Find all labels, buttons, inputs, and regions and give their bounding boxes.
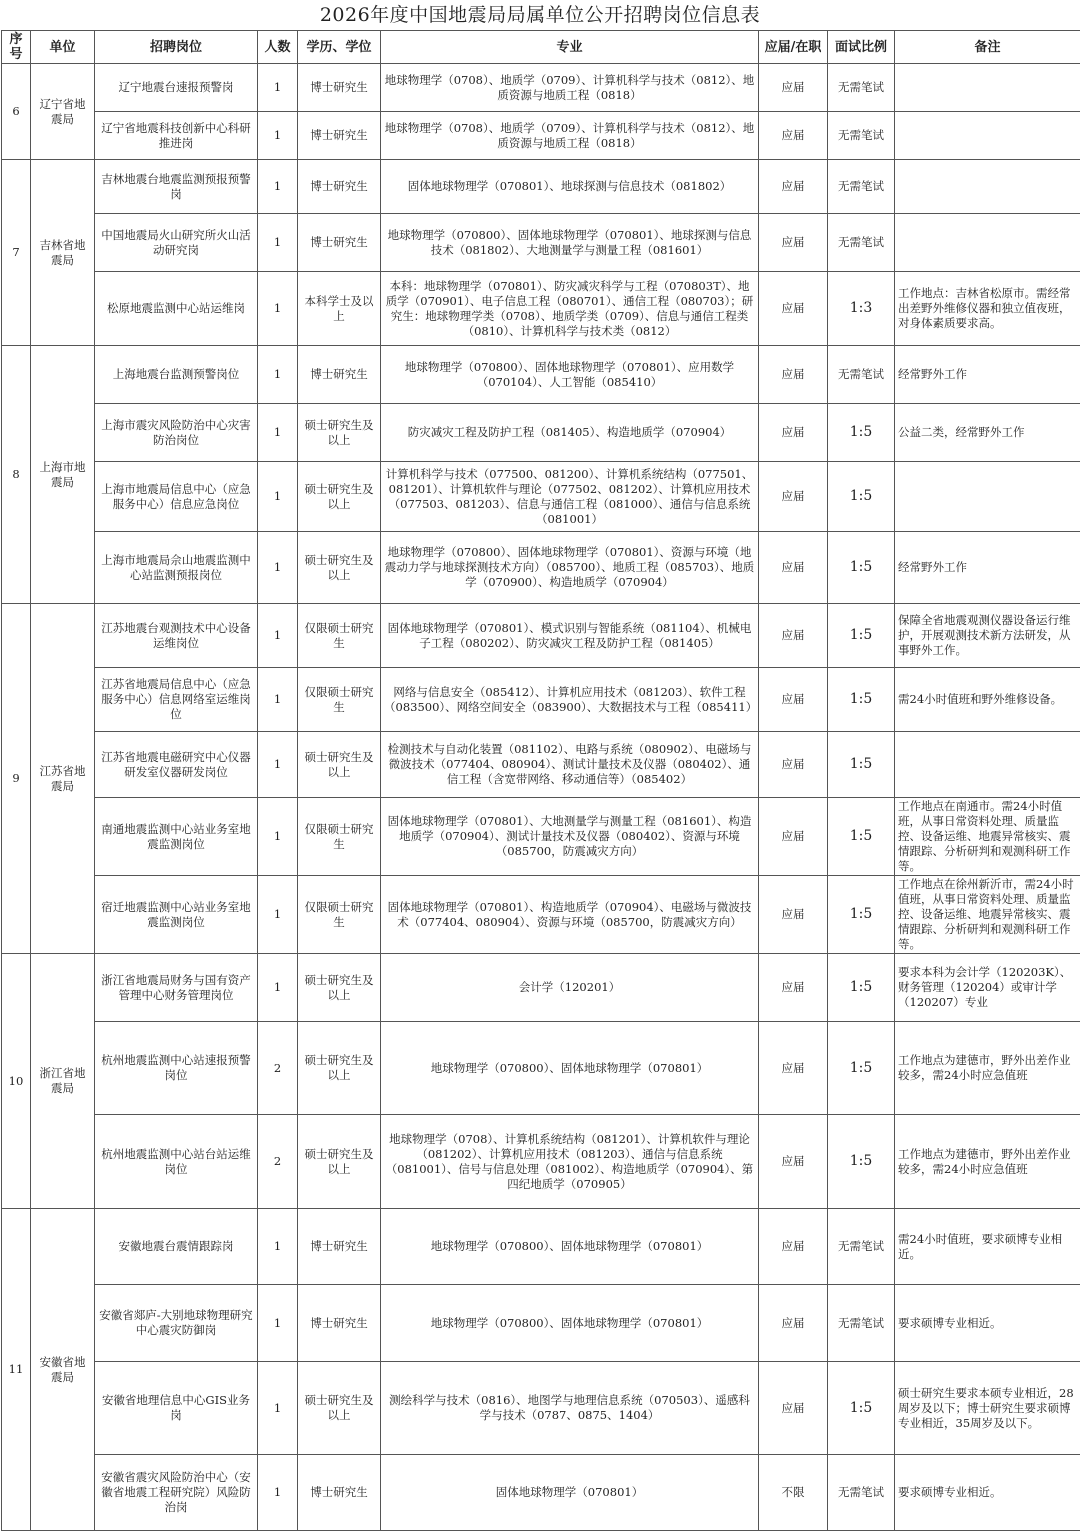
cell-status: 应届 [759,64,828,112]
cell-unit: 辽宁省地震局 [31,64,95,160]
cell-post: 安徽省郯庐-大别地球物理研究中心震灾防御岗 [95,1285,258,1362]
header-edu: 学历、学位 [298,31,381,64]
header-status: 应届/在职 [759,31,828,64]
cell-remark: 工作地点为建德市，野外出差作业较多，需24小时应急值班 [895,1115,1080,1209]
cell-major: 固体地球物理学（070801）、大地测量学与测量工程（081601）、构造地质学（070904）、测试计量技术及仪器（080402）、资源与环境（085700，防震减灾方向） [381,798,759,876]
cell-seq: 11 [2,1209,31,1531]
cell-count: 1 [258,798,298,876]
cell-edu: 本科学士及以上 [298,272,381,346]
cell-post: 辽宁地震台速报预警岗 [95,64,258,112]
cell-status: 不限 [759,1455,828,1531]
cell-edu: 仅限硕士研究生 [298,604,381,668]
cell-post: 杭州地震监测中心站速报预警岗位 [95,1022,258,1115]
cell-remark: 要求硕博专业相近。 [895,1455,1080,1531]
cell-ratio: 1:5 [828,798,895,876]
cell-edu: 硕士研究生及以上 [298,462,381,532]
cell-count: 1 [258,112,298,160]
cell-edu: 仅限硕士研究生 [298,876,381,954]
table-row [2,876,1080,954]
table-row [2,160,1080,214]
cell-unit: 浙江省地震局 [31,954,95,1209]
cell-major: 地球物理学（0708）、地质学（0709）、计算机科学与技术（0812）、地质资源与地质工程（0818） [381,112,759,160]
cell-remark: 需24小时值班和野外维修设备。 [895,668,1080,732]
cell-major: 地球物理学（0708）、计算机系统结构（081201）、计算机软件与理论（081202）、计算机应用技术（081203）、通信与信息系统（081001）、信号与信息处理（081002）、构造地质学（070904）、第四纪地质学（070905） [381,1115,759,1209]
cell-edu: 博士研究生 [298,64,381,112]
cell-status: 应届 [759,404,828,462]
cell-edu: 硕士研究生及以上 [298,954,381,1022]
table-body [2,64,1080,1531]
cell-major: 本科：地球物理学（070801）、防灾减灾科学与工程（070803T）、地质学（070901）、电子信息工程（080701）、通信工程（080703）；研究生：地球物理学类（0708）、地质学类（0709）、信息与通信工程类（0810）、计算机科学与技术类（0812） [381,272,759,346]
cell-post: 杭州地震监测中心站台站运维岗位 [95,1115,258,1209]
cell-post: 上海地震台监测预警岗位 [95,346,258,404]
cell-ratio: 1:5 [828,732,895,798]
cell-ratio: 1:5 [828,876,895,954]
cell-seq: 7 [2,160,31,346]
cell-ratio: 1:3 [828,272,895,346]
cell-status: 应届 [759,462,828,532]
cell-post: 安徽省地理信息中心GIS业务岗 [95,1362,258,1455]
cell-ratio: 1:5 [828,668,895,732]
cell-count: 1 [258,1209,298,1285]
cell-edu: 博士研究生 [298,1285,381,1362]
cell-count: 2 [258,1022,298,1115]
cell-major: 会计学（120201） [381,954,759,1022]
table-row [2,1115,1080,1209]
cell-major: 防灾减灾工程及防护工程（081405）、构造地质学（070904） [381,404,759,462]
cell-edu: 硕士研究生及以上 [298,732,381,798]
cell-status: 应届 [759,604,828,668]
table-row [2,404,1080,462]
cell-unit: 上海市地震局 [31,346,95,604]
cell-count: 1 [258,462,298,532]
table-row [2,112,1080,160]
cell-major: 地球物理学（0708）、地质学（0709）、计算机科学与技术（0812）、地质资源与地质工程（0818） [381,64,759,112]
recruitment-table [1,30,1080,1531]
cell-status: 应届 [759,1362,828,1455]
cell-status: 应届 [759,732,828,798]
page-title: 2026年度中国地震局局属单位公开招聘岗位信息表 [319,4,761,26]
table-row [2,668,1080,732]
cell-status: 应届 [759,668,828,732]
header-count: 人数 [258,31,298,64]
cell-edu: 仅限硕士研究生 [298,668,381,732]
cell-edu: 硕士研究生及以上 [298,1115,381,1209]
cell-count: 1 [258,404,298,462]
cell-ratio: 无需笔试 [828,112,895,160]
cell-status: 应届 [759,1115,828,1209]
cell-post: 上海市地震局信息中心（应急服务中心）信息应急岗位 [95,462,258,532]
cell-post: 安徽地震台震情跟踪岗 [95,1209,258,1285]
header-unit: 单位 [31,31,95,64]
cell-count: 1 [258,64,298,112]
cell-edu: 硕士研究生及以上 [298,1362,381,1455]
table-row [2,1022,1080,1115]
cell-major: 地球物理学（070800）、固体地球物理学（070801） [381,1209,759,1285]
cell-status: 应届 [759,1022,828,1115]
cell-major: 检测技术与自动化装置（081102）、电路与系统（080902）、电磁场与微波技术（077404、080904）、测试计量技术及仪器（080402）、通信工程（含宽带网络、移动通信等）（085402） [381,732,759,798]
cell-post: 松原地震监测中心站运维岗 [95,272,258,346]
cell-remark: 要求硕博专业相近。 [895,1285,1080,1362]
cell-count: 1 [258,876,298,954]
cell-post: 中国地震局火山研究所火山活动研究岗 [95,214,258,272]
cell-post: 上海市地震局佘山地震监测中心站监测预报岗位 [95,532,258,604]
cell-count: 1 [258,160,298,214]
table-row [2,954,1080,1022]
cell-seq: 6 [2,64,31,160]
table-row [2,1285,1080,1362]
cell-edu: 硕士研究生及以上 [298,1022,381,1115]
table-row [2,272,1080,346]
cell-remark [895,214,1080,272]
cell-remark [895,462,1080,532]
cell-post: 吉林地震台地震监测预报预警岗 [95,160,258,214]
cell-status: 应届 [759,272,828,346]
cell-ratio: 1:5 [828,404,895,462]
table-row [2,1362,1080,1455]
header-seq: 序号 [2,31,31,64]
cell-major: 固体地球物理学（070801）、构造地质学（070904）、电磁场与微波技术（077404、080904）、资源与环境（085700，防震减灾方向） [381,876,759,954]
cell-status: 应届 [759,160,828,214]
cell-edu: 硕士研究生及以上 [298,532,381,604]
cell-major: 地球物理学（070800）、固体地球物理学（070801）、应用数学（070104）、人工智能（085410） [381,346,759,404]
cell-ratio: 1:5 [828,954,895,1022]
header-post: 招聘岗位 [95,31,258,64]
cell-edu: 博士研究生 [298,1455,381,1531]
cell-major: 地球物理学（070800）、固体地球物理学（070801） [381,1022,759,1115]
cell-major: 网络与信息安全（085412）、计算机应用技术（081203）、软件工程（083500）、网络空间安全（083900）、大数据技术与工程（085411） [381,668,759,732]
cell-ratio: 无需笔试 [828,346,895,404]
cell-remark: 工作地点在徐州新沂市，需24小时值班，从事日常资料处理、质量监控、设备运维、地震异常核实、震情跟踪、分析研判和观测科研工作等。 [895,876,1080,954]
cell-remark: 工作地点为建德市，野外出差作业较多，需24小时应急值班 [895,1022,1080,1115]
cell-edu: 博士研究生 [298,160,381,214]
cell-major: 地球物理学（070800）、固体地球物理学（070801）、资源与环境（地震动力学与地球探测技术方向）（085700）、地质工程（085703）、地质学（070900）、构造地质学（070904） [381,532,759,604]
table-row [2,798,1080,876]
table-row [2,214,1080,272]
cell-post: 南通地震监测中心站业务室地震监测岗位 [95,798,258,876]
cell-remark: 保障全省地震观测仪器设备运行维护，开展观测技术新方法研发，从事野外工作。 [895,604,1080,668]
cell-status: 应届 [759,876,828,954]
cell-ratio: 1:5 [828,532,895,604]
cell-remark [895,732,1080,798]
table-row [2,532,1080,604]
header-major: 专业 [381,31,759,64]
cell-major: 测绘科学与技术（0816）、地图学与地理信息系统（070503）、遥感科学与技术（0787、0875、1404） [381,1362,759,1455]
header-ratio: 面试比例 [828,31,895,64]
cell-remark: 经常野外工作 [895,532,1080,604]
table-row [2,732,1080,798]
cell-edu: 仅限硕士研究生 [298,798,381,876]
cell-status: 应届 [759,954,828,1022]
cell-ratio: 无需笔试 [828,214,895,272]
cell-count: 1 [258,272,298,346]
cell-major: 地球物理学（070800）、固体地球物理学（070801） [381,1285,759,1362]
cell-status: 应届 [759,346,828,404]
cell-unit: 安徽省地震局 [31,1209,95,1531]
cell-major: 固体地球物理学（070801）、模式识别与智能系统（081104）、机械电子工程（080202）、防灾减灾工程及防护工程（081405） [381,604,759,668]
cell-count: 1 [258,954,298,1022]
cell-post: 江苏地震台观测技术中心设备运维岗位 [95,604,258,668]
cell-count: 1 [258,346,298,404]
cell-status: 应届 [759,532,828,604]
cell-edu: 博士研究生 [298,346,381,404]
cell-edu: 博士研究生 [298,214,381,272]
cell-count: 1 [258,1455,298,1531]
cell-ratio: 无需笔试 [828,160,895,214]
cell-remark [895,64,1080,112]
cell-seq: 10 [2,954,31,1209]
cell-major: 计算机科学与技术（077500、081200）、计算机系统结构（077501、081201）、计算机软件与理论（077502、081202）、计算机应用技术（077503、081203）、信息与通信工程（081000）、通信与信息系统（081001） [381,462,759,532]
cell-remark [895,112,1080,160]
cell-status: 应届 [759,214,828,272]
cell-edu: 博士研究生 [298,112,381,160]
cell-ratio: 1:5 [828,1022,895,1115]
cell-post: 江苏省地震局信息中心（应急服务中心）信息网络室运维岗位 [95,668,258,732]
cell-major: 地球物理学（070800）、固体地球物理学（070801）、地球探测与信息技术（081802）、大地测量学与测量工程（081601） [381,214,759,272]
cell-remark: 硕士研究生要求本硕专业相近，28周岁及以下；博士研究生要求硕博专业相近，35周岁及以下。 [895,1362,1080,1455]
cell-ratio: 无需笔试 [828,64,895,112]
cell-post: 安徽省震灾风险防治中心（安徽省地震工程研究院）风险防治岗 [95,1455,258,1531]
cell-count: 1 [258,668,298,732]
cell-post: 宿迁地震监测中心站业务室地震监测岗位 [95,876,258,954]
cell-remark [895,160,1080,214]
cell-status: 应届 [759,112,828,160]
cell-ratio: 无需笔试 [828,1285,895,1362]
cell-count: 1 [258,1285,298,1362]
table-row [2,604,1080,668]
table-row [2,1209,1080,1285]
cell-edu: 博士研究生 [298,1209,381,1285]
header-remark: 备注 [895,31,1080,64]
cell-ratio: 无需笔试 [828,1455,895,1531]
cell-status: 应届 [759,798,828,876]
cell-count: 1 [258,532,298,604]
cell-post: 上海市震灾风险防治中心灾害防治岗位 [95,404,258,462]
cell-remark: 工作地点：吉林省松原市。需经常出差野外维修仪器和独立值夜班，对身体素质要求高。 [895,272,1080,346]
table-row [2,64,1080,112]
cell-major: 固体地球物理学（070801） [381,1455,759,1531]
cell-remark: 要求本科为会计学（120203K）、财务管理（120204）或审计学（120207）专业 [895,954,1080,1022]
cell-post: 浙江省地震局财务与国有资产管理中心财务管理岗位 [95,954,258,1022]
cell-post: 江苏省地震电磁研究中心仪器研发室仪器研发岗位 [95,732,258,798]
cell-post: 辽宁省地震科技创新中心科研推进岗 [95,112,258,160]
cell-unit: 吉林省地震局 [31,160,95,346]
cell-remark: 经常野外工作 [895,346,1080,404]
cell-unit: 江苏省地震局 [31,604,95,954]
cell-ratio: 1:5 [828,604,895,668]
cell-count: 1 [258,1362,298,1455]
table-row [2,1455,1080,1531]
cell-count: 1 [258,214,298,272]
cell-remark: 需24小时值班，要求硕博专业相近。 [895,1209,1080,1285]
cell-ratio: 1:5 [828,1362,895,1455]
cell-seq: 8 [2,346,31,604]
cell-remark: 公益二类，经常野外工作 [895,404,1080,462]
header-row [2,31,1080,64]
cell-count: 1 [258,604,298,668]
cell-count: 1 [258,732,298,798]
cell-remark: 工作地点在南通市。需24小时值班，从事日常资料处理、质量监控、设备运维、地震异常核实、震情跟踪、分析研判和观测科研工作等。 [895,798,1080,876]
cell-major: 固体地球物理学（070801）、地球探测与信息技术（081802） [381,160,759,214]
cell-ratio: 1:5 [828,1115,895,1209]
cell-ratio: 1:5 [828,462,895,532]
cell-status: 应届 [759,1285,828,1362]
cell-ratio: 无需笔试 [828,1209,895,1285]
cell-edu: 硕士研究生及以上 [298,404,381,462]
cell-count: 2 [258,1115,298,1209]
cell-status: 应届 [759,1209,828,1285]
table-row [2,346,1080,404]
cell-seq: 9 [2,604,31,954]
table-row [2,462,1080,532]
